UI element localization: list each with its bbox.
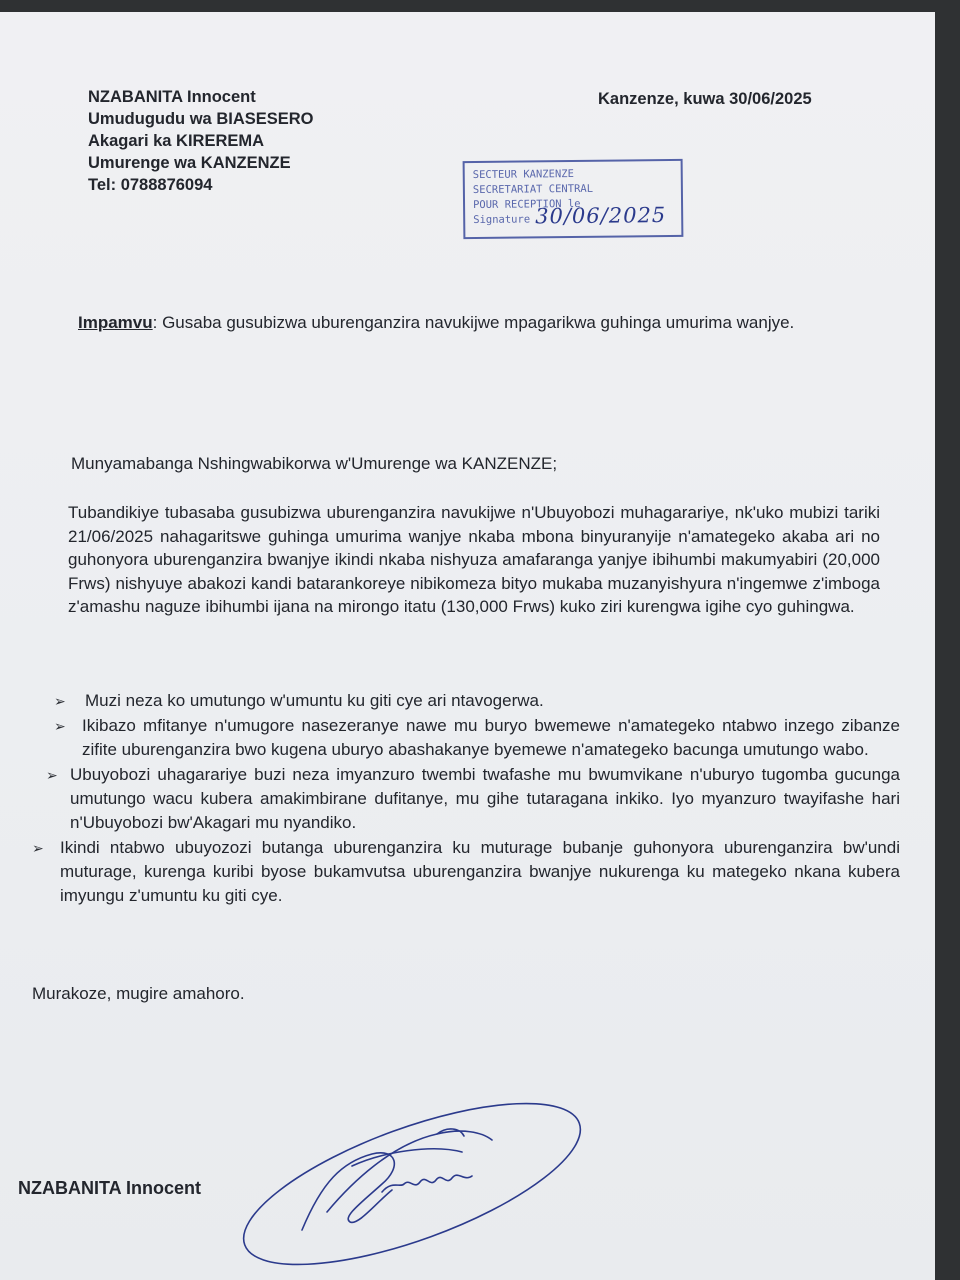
stamp-line-4: Signature <box>473 213 531 227</box>
list-item <box>30 714 900 762</box>
sender-village: Umudugudu wa BIASESERO <box>88 110 314 128</box>
list-item <box>30 836 900 908</box>
list-item <box>30 689 900 713</box>
subject-line <box>78 311 868 334</box>
bullet-text: Ikibazo mfitanye n'umugore nasezeranye nawe mu buryo bwemewe n'amategeko ntabwo inzego zibanze zifite uburenganzira bwo kugena uburyo abashakanye byemewe n'amategeko bacunga umutungo wabo. <box>82 716 900 759</box>
body-paragraph: Tubandikiye tubasaba gusubizwa uburenganzira navukijwe n'Ubuyobozi muhagarariye, nk'uko mubizi tariki 21/06/2025 nahagaritswe guhinga umurima wanjye nkaba mbona binyuranyije n'amategeko akaba ari no guhonyora uburenganzira bwanjye ikindi nkaba nishyuza amafaranga yanjye ibihumbi makumyabiri (20,000 Frws) nishyuye abakozi kandi batarankoreye nibikomeza bityo mukaba muzanyishyura n'ingemwe z'imboga z'amashu naguze ibihumbi ijana na mirongo itatu (130,000 Frws) kuko ziri kurengwa igihe cyo guhingwa. <box>68 503 880 616</box>
salutation: Munyamabanga Nshingwabikorwa w'Umurenge wa KANZENZE; <box>71 454 558 473</box>
subject-label: Impamvu <box>78 313 153 332</box>
arrow-bullet-icon: ➢ <box>46 767 58 783</box>
arrow-bullet-icon: ➢ <box>54 718 66 734</box>
sender-name: NZABANITA Innocent <box>88 88 256 106</box>
sender-address-block <box>88 86 314 196</box>
bullet-list <box>30 689 900 909</box>
sender-cell: Akagari ka KIREREMA <box>88 132 265 150</box>
sender-sector: Umurenge wa KANZENZE <box>88 154 291 172</box>
list-item <box>30 763 900 835</box>
bullet-text: Muzi neza ko umutungo w'umuntu ku giti cye ari ntavogerwa. <box>85 691 544 710</box>
stamp-line-3: POUR RECEPTION le <box>472 197 581 212</box>
stamp-line-1: SECTEUR KANZENZE <box>472 167 574 182</box>
arrow-bullet-icon: ➢ <box>32 840 44 856</box>
date-line: Kanzenze, kuwa 30/06/2025 <box>598 90 812 108</box>
subject-text: : Gusaba gusubizwa uburenganzira navukijwe mpagarikwa guhinga umurima wanjye. <box>152 313 795 332</box>
signatory-name: NZABANITA Innocent <box>18 1178 201 1198</box>
stamp-handwritten-date: 30/06/2025 <box>535 203 667 229</box>
letter-page <box>0 12 935 1280</box>
reception-stamp <box>463 159 684 239</box>
arrow-bullet-icon: ➢ <box>54 693 66 709</box>
closing-line: Murakoze, mugire amahoro. <box>32 984 245 1003</box>
bullet-text: Ubuyobozi uhagarariye buzi neza imyanzuro twembi twafashe mu bwumvikane n'uburyo tugomba gucunga umutungo wacu kubera amakimbirane dufitanye, mu gihe tutaragana inkiko. Iyo myanzuro twayifashe hari n'Ubuyobozi bw'Akagari mu nyandiko. <box>70 765 900 832</box>
bullet-text: Ikindi ntabwo ubuyozozi butanga uburenganzira ku muturage bubanje guhonyora uburenganzira bw'undi muturage, kurenga kuribi byose bukamvutsa uburenganzira bwanjye nukurenga ku mategeko nkana kubera imyungu z'umuntu ku giti cye. <box>60 838 900 905</box>
sender-phone: Tel: 0788876094 <box>88 176 213 194</box>
handwritten-signature <box>232 1092 592 1272</box>
stamp-line-2: SECRETARIAT CENTRAL <box>472 182 594 197</box>
